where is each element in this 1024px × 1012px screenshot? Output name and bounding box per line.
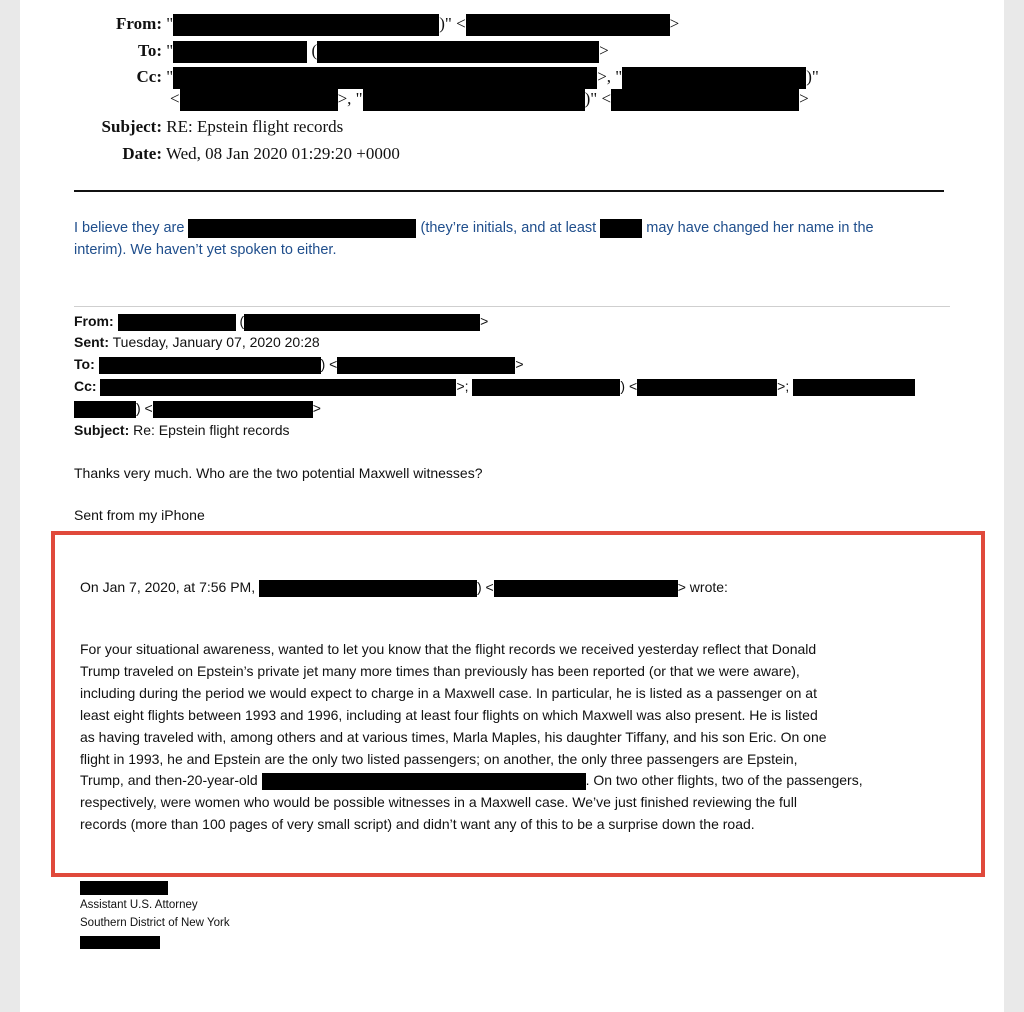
quoted-line: Trump traveled on Epstein’s private jet many more times than previously has been reported (or that we were aware),: [80, 662, 800, 679]
header-subject-value: RE: Epstein flight records: [166, 117, 344, 136]
signature-office: Southern District of New York: [80, 917, 230, 929]
prev-sent-label: Sent:: [74, 334, 109, 350]
quote-mark: )": [439, 14, 452, 33]
separator: )" <: [584, 89, 612, 108]
redaction-block: [173, 41, 307, 63]
header-date-row: [20, 144, 400, 164]
angle-bracket: >: [799, 89, 809, 108]
prev-to-label: To:: [74, 356, 95, 372]
header-cc-label: Cc:: [136, 67, 162, 86]
signature-name-redaction: [80, 881, 168, 895]
prev-cc-row: [74, 376, 915, 396]
separator: >, ": [597, 67, 623, 86]
prev-body: Thanks very much. Who are the two potential Maxwell witnesses?: [74, 465, 483, 481]
quoted-body: [80, 639, 980, 836]
redaction-block: [262, 773, 586, 790]
redaction-block: [173, 67, 597, 89]
redaction-block: [317, 41, 599, 63]
header-subject-label: Subject:: [101, 117, 162, 136]
quoted-line: respectively, were women who would be possible witnesses in a Maxwell case. We’ve just finished reviewing the full: [80, 794, 797, 811]
reply-text: interim). We haven’t yet spoken to either.: [74, 242, 337, 258]
quoted-line: flight in 1993, he and Epstein are the only two listed passengers; on another, the only three passengers are Epstein,: [80, 750, 798, 767]
redaction-block: [153, 401, 313, 418]
redaction-block: [494, 580, 678, 597]
prev-signoff: Sent from my iPhone: [74, 507, 205, 523]
separator: ) <: [320, 356, 338, 372]
angle-bracket: >: [599, 41, 609, 60]
header-subject-row: [20, 117, 343, 137]
redaction-block: [259, 580, 477, 597]
header-date-label: Date:: [122, 144, 162, 163]
angle-bracket: >: [669, 14, 680, 33]
separator: >, ": [337, 89, 363, 108]
quoted-line: including during the period we would expect to charge in a Maxwell case. In particular, he is listed as a passenger on at: [80, 684, 817, 701]
quoted-text: Trump, and then-20-year-old: [80, 772, 258, 789]
redaction-block: [188, 219, 416, 238]
quote-mark: ": [166, 41, 174, 60]
paren: (: [239, 313, 245, 329]
quoted-text: . On two other flights, two of the passengers,: [585, 772, 863, 789]
redaction-block: [637, 379, 777, 396]
prev-sent-row: [74, 332, 320, 352]
header-to-label: To:: [138, 41, 162, 60]
angle-bracket: <: [456, 14, 466, 33]
reply-text: may have changed her name in the: [646, 220, 874, 236]
angle-bracket: >: [312, 400, 321, 416]
redaction-block: [472, 379, 620, 396]
header-divider: [74, 190, 944, 192]
prev-cc-row-2: [74, 398, 321, 418]
quoted-line: records (more than 100 pages of very small script) and didn’t want any of this to be a surprise down the road.: [80, 816, 755, 833]
quoted-line-with-redaction: [80, 770, 980, 792]
redaction-block: [337, 357, 515, 374]
prev-sent-value: Tuesday, January 07, 2020 20:28: [112, 334, 320, 350]
redaction-block: [244, 314, 480, 331]
prev-subject-label: Subject:: [74, 422, 130, 438]
signature-contact-redaction: [80, 936, 160, 949]
redaction-block: [180, 89, 338, 111]
prev-from-row: [74, 311, 488, 331]
redaction-block: [173, 14, 439, 36]
header-to-row: [20, 41, 609, 63]
reply-body: [74, 217, 954, 261]
prev-subject-value: Re: Epstein flight records: [133, 422, 290, 438]
separator: >;: [456, 378, 469, 394]
redaction-block: [118, 314, 236, 331]
redaction-block: [74, 401, 136, 418]
redaction-block: [99, 357, 321, 374]
quoted-intro-text: On Jan 7, 2020, at 7:56 PM,: [80, 579, 256, 595]
redaction-block: [611, 89, 799, 111]
document-page: [20, 0, 1004, 1012]
separator: ) <: [477, 579, 494, 595]
paren: (: [311, 41, 318, 60]
quote-mark: ": [166, 14, 174, 33]
redaction-block: [100, 379, 456, 396]
quoted-line: For your situational awareness, wanted to let you know that the flight records we received yesterday reflect that Donald: [80, 641, 817, 657]
reply-text: I believe they are: [74, 220, 185, 236]
quoted-intro: [80, 577, 728, 597]
angle-bracket: <: [170, 89, 180, 108]
quoted-line: least eight flights between 1993 and 1996, including at least four flights on which Maxwell was also present. He is listed: [80, 706, 818, 723]
separator: ) <: [620, 378, 638, 394]
separator: >;: [777, 378, 790, 394]
reply-text: (they’re initials, and at least: [420, 220, 597, 236]
header-cc-row-2: [170, 89, 809, 111]
quoted-line: as having traveled with, among others and at various times, Marla Maples, his daughter Tiffany, and his son Eric. On one: [80, 728, 827, 745]
prev-subject-row: [74, 420, 290, 440]
angle-bracket: >: [515, 356, 524, 372]
header-cc-row: [20, 67, 819, 89]
header-from-row: [20, 14, 679, 36]
prev-cc-label: Cc:: [74, 378, 97, 394]
quoted-intro-text: > wrote:: [677, 579, 728, 595]
redaction-block: [600, 219, 642, 238]
thread-divider: [74, 306, 950, 307]
redaction-block: [466, 14, 670, 36]
separator: ) <: [136, 400, 153, 416]
redaction-block: [622, 67, 806, 89]
redaction-block: [793, 379, 915, 396]
angle-bracket: >: [480, 313, 489, 329]
quote-mark: )": [806, 67, 819, 86]
header-from-label: From:: [116, 14, 162, 33]
signature-title: Assistant U.S. Attorney: [80, 899, 198, 911]
prev-to-row: [74, 354, 524, 374]
prev-from-label: From:: [74, 313, 114, 329]
header-date-value: Wed, 08 Jan 2020 01:29:20 +0000: [165, 144, 400, 163]
redaction-block: [363, 89, 585, 111]
quote-mark: ": [166, 67, 174, 86]
